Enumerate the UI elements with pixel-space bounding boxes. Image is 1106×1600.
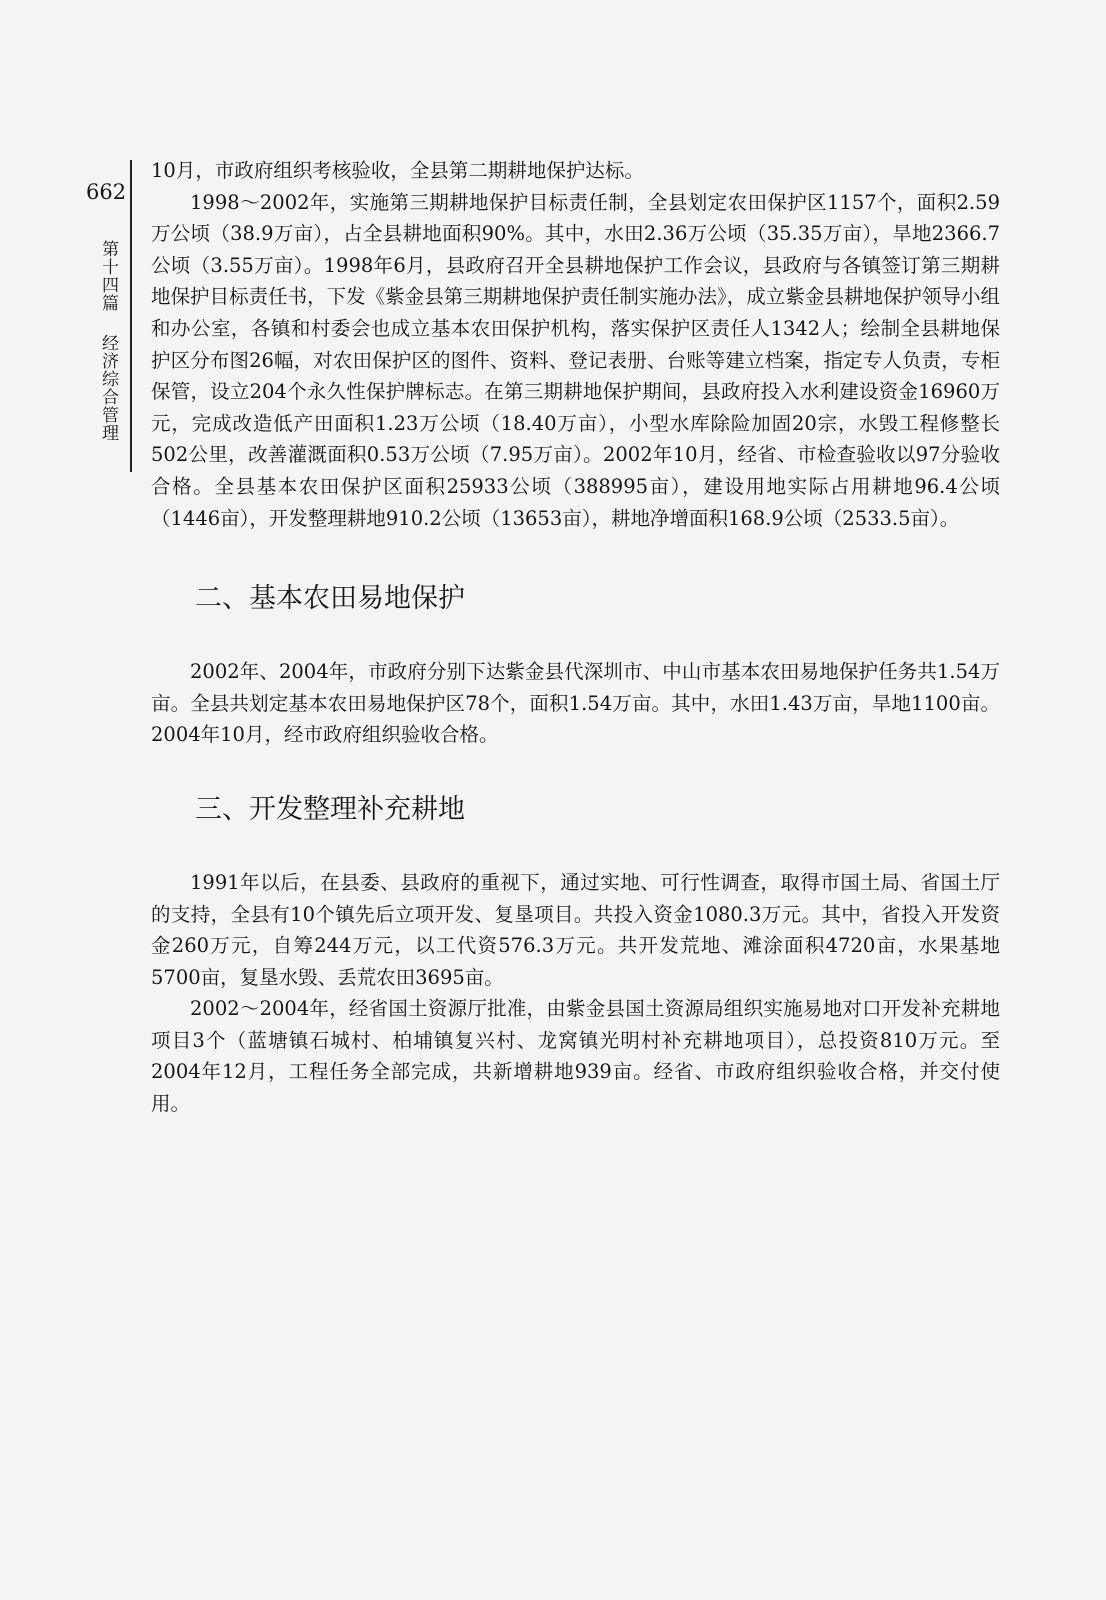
paragraph-development-2002: 2002～2004年，经省国土资源厅批准，由紫金县国土资源局组织实施易地对口开发补充耕地项目3个（蓝塘镇石城村、柏埔镇复兴村、龙窝镇光明村补充耕地项目），总投资810万元。至2004年12月，工程任务全部完成，共新增耕地939亩。经省、市政府组织验收合格，并交付使用。 (151, 997, 1000, 1116)
paragraph-third-phase: 1998～2002年，实施第三期耕地保护目标责任制，全县划定农田保护区1157个，面积2.59万公顷（38.9万亩），占全县耕地面积90%。其中，水田2.36万公顷（35.35万亩），旱地2366.7公顷（3.55万亩）。1998年6月，县政府召开全县耕地保护工作会议，县政府与各镇签订第三期耕地保护目标责任书，下发《紫金县第三期耕地保护责任制实施办法》，成立紫金县耕地保护领导小组和办公室，各镇和村委会也成立基本农田保护机构，落实保护区责任人1342人；绘制全县耕地保护区分布图26幅，对农田保护区的图件、资料、登记表册、台账等建立档案，指定专人负责，专柜保管，设立204个永久性保护牌标志。在第三期耕地保护期间，县政府投入水利建设资金16960万元，完成改造低产田面积1.23万公顷（18.40万亩），小型水库除险加固20宗，水毁工程修整长502公里，改善灌溉面积0.53万公顷（7.95万亩）。2002年10月，经省、市检查验收以97分验收合格。全县基本农田保护区面积25933公顷（388995亩），建设用地实际占用耕地96.4公顷（1446亩），开发整理耕地910.2公顷（13653亩），耕地净增面积168.9公顷（2533.5亩）。 (151, 190, 1000, 530)
section-heading-2: 二、基本农田易地保护 (195, 583, 465, 615)
section-heading-3: 三、开发整理补充耕地 (195, 793, 465, 825)
margin-divider (130, 160, 132, 472)
paragraph-relocated-protection: 2002年、2004年，市政府分别下达紫金县代深圳市、中山市基本农田易地保护任务共1.54万亩。全县共划定基本农田易地保护区78个，面积1.54万亩。其中，水田1.43万亩，旱地1100亩。2004年10月，经市政府组织验收合格。 (151, 660, 1000, 747)
paragraph-continued: 10月，市政府组织考核验收，全县第二期耕地保护达标。 (151, 159, 644, 182)
part-label: 第十四篇 (98, 240, 118, 312)
part-title: 经济综合管理 (98, 334, 118, 442)
page-number: 662 (86, 180, 127, 204)
paragraph-development-1991: 1991年以后，在县委、县政府的重视下，通过实地、可行性调查，取得市国土局、省国土厅的支持，全县有10个镇先后立项开发、复垦项目。共投入资金1080.3万元。其中，省投入开发资金260万元，自筹244万元，以工代资576.3万元。共开发荒地、滩涂面积4720亩，水果基地5700亩，复垦水毁、丢荒农田3695亩。 (151, 870, 1000, 989)
page-body (151, 155, 1000, 1120)
